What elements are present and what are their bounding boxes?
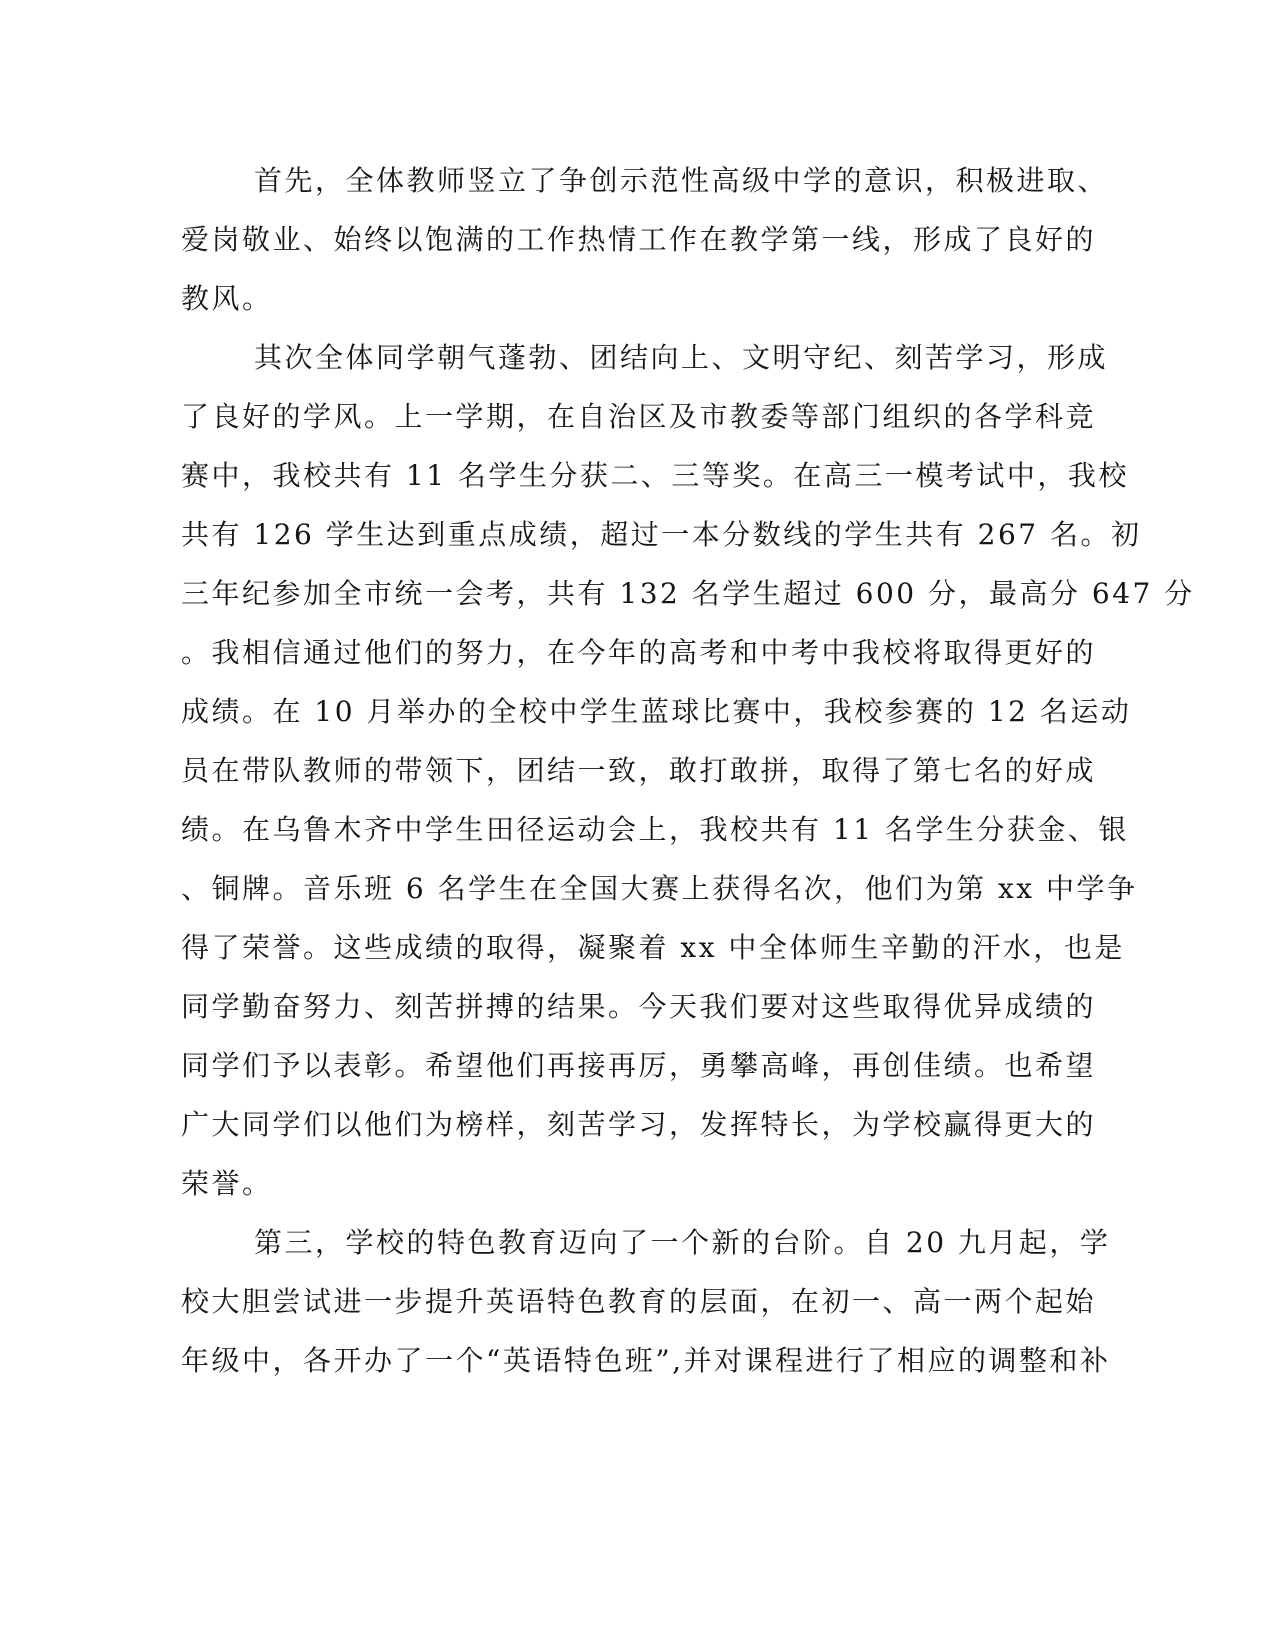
paragraph-2-line-5: 三年纪参加全市统一会考，共有 132 名学生超过 600 分，最高分 647 分 (181, 577, 1195, 610)
paragraph-2-line-6: 。我相信通过他们的努力，在今年的高考和中考中我校将取得更好的 (181, 636, 1097, 669)
paragraph-2-line-7: 成绩。在 10 月举办的全校中学生蓝球比赛中，我校参赛的 12 名运动 (181, 695, 1132, 728)
paragraph-1-line-2: 爱岗敬业、始终以饱满的工作热情工作在教学第一线，形成了良好的 (181, 223, 1097, 256)
paragraph-2-line-3: 赛中，我校共有 11 名学生分获二、三等奖。在高三一模考试中，我校 (181, 459, 1129, 492)
paragraph-2-line-11: 得了荣誉。这些成绩的取得，凝聚着 xx 中全体师生辛勤的汗水，也是 (181, 931, 1125, 964)
paragraph-2-line-2: 了良好的学风。上一学期，在自治区及市教委等部门组织的各学科竞 (181, 400, 1097, 433)
paragraph-2-line-13: 同学们予以表彰。希望他们再接再厉，勇攀高峰，再创佳绩。也希望 (181, 1049, 1097, 1082)
paragraph-1-line-3: 教风。 (181, 282, 273, 315)
paragraph-3-line-2: 校大胆尝试进一步提升英语特色教育的层面，在初一、高一两个起始 (181, 1285, 1097, 1318)
paragraph-2-line-12: 同学勤奋努力、刻苦拼搏的结果。今天我们要对这些取得优异成绩的 (181, 990, 1097, 1023)
paragraph-3-line-1: 第三，学校的特色教育迈向了一个新的台阶。自 20 九月起，学 (254, 1226, 1111, 1259)
paragraph-3-line-3: 年级中，各开办了一个“英语特色班”,并对课程进行了相应的调整和补 (181, 1344, 1111, 1377)
paragraph-2-line-4: 共有 126 学生达到重点成绩，超过一本分数线的学生共有 267 名。初 (181, 518, 1142, 551)
paragraph-2-line-14: 广大同学们以他们为榜样，刻苦学习，发挥特长，为学校赢得更大的 (181, 1108, 1097, 1141)
paragraph-2-line-15: 荣誉。 (181, 1167, 273, 1200)
paragraph-1-line-1: 首先，全体教师竖立了争创示范性高级中学的意识，积极进取、 (254, 164, 1109, 197)
paragraph-2-line-1: 其次全体同学朝气蓬勃、团结向上、文明守纪、刻苦学习，形成 (254, 341, 1109, 374)
paragraph-2-line-8: 员在带队教师的带领下，团结一致，敢打敢拼，取得了第七名的好成 (181, 754, 1097, 787)
paragraph-2-line-9: 绩。在乌鲁木齐中学生田径运动会上，我校共有 11 名学生分获金、银 (181, 813, 1129, 846)
paragraph-2-line-10: 、铜牌。音乐班 6 名学生在全国大赛上获得名次，他们为第 xx 中学争 (181, 872, 1138, 905)
